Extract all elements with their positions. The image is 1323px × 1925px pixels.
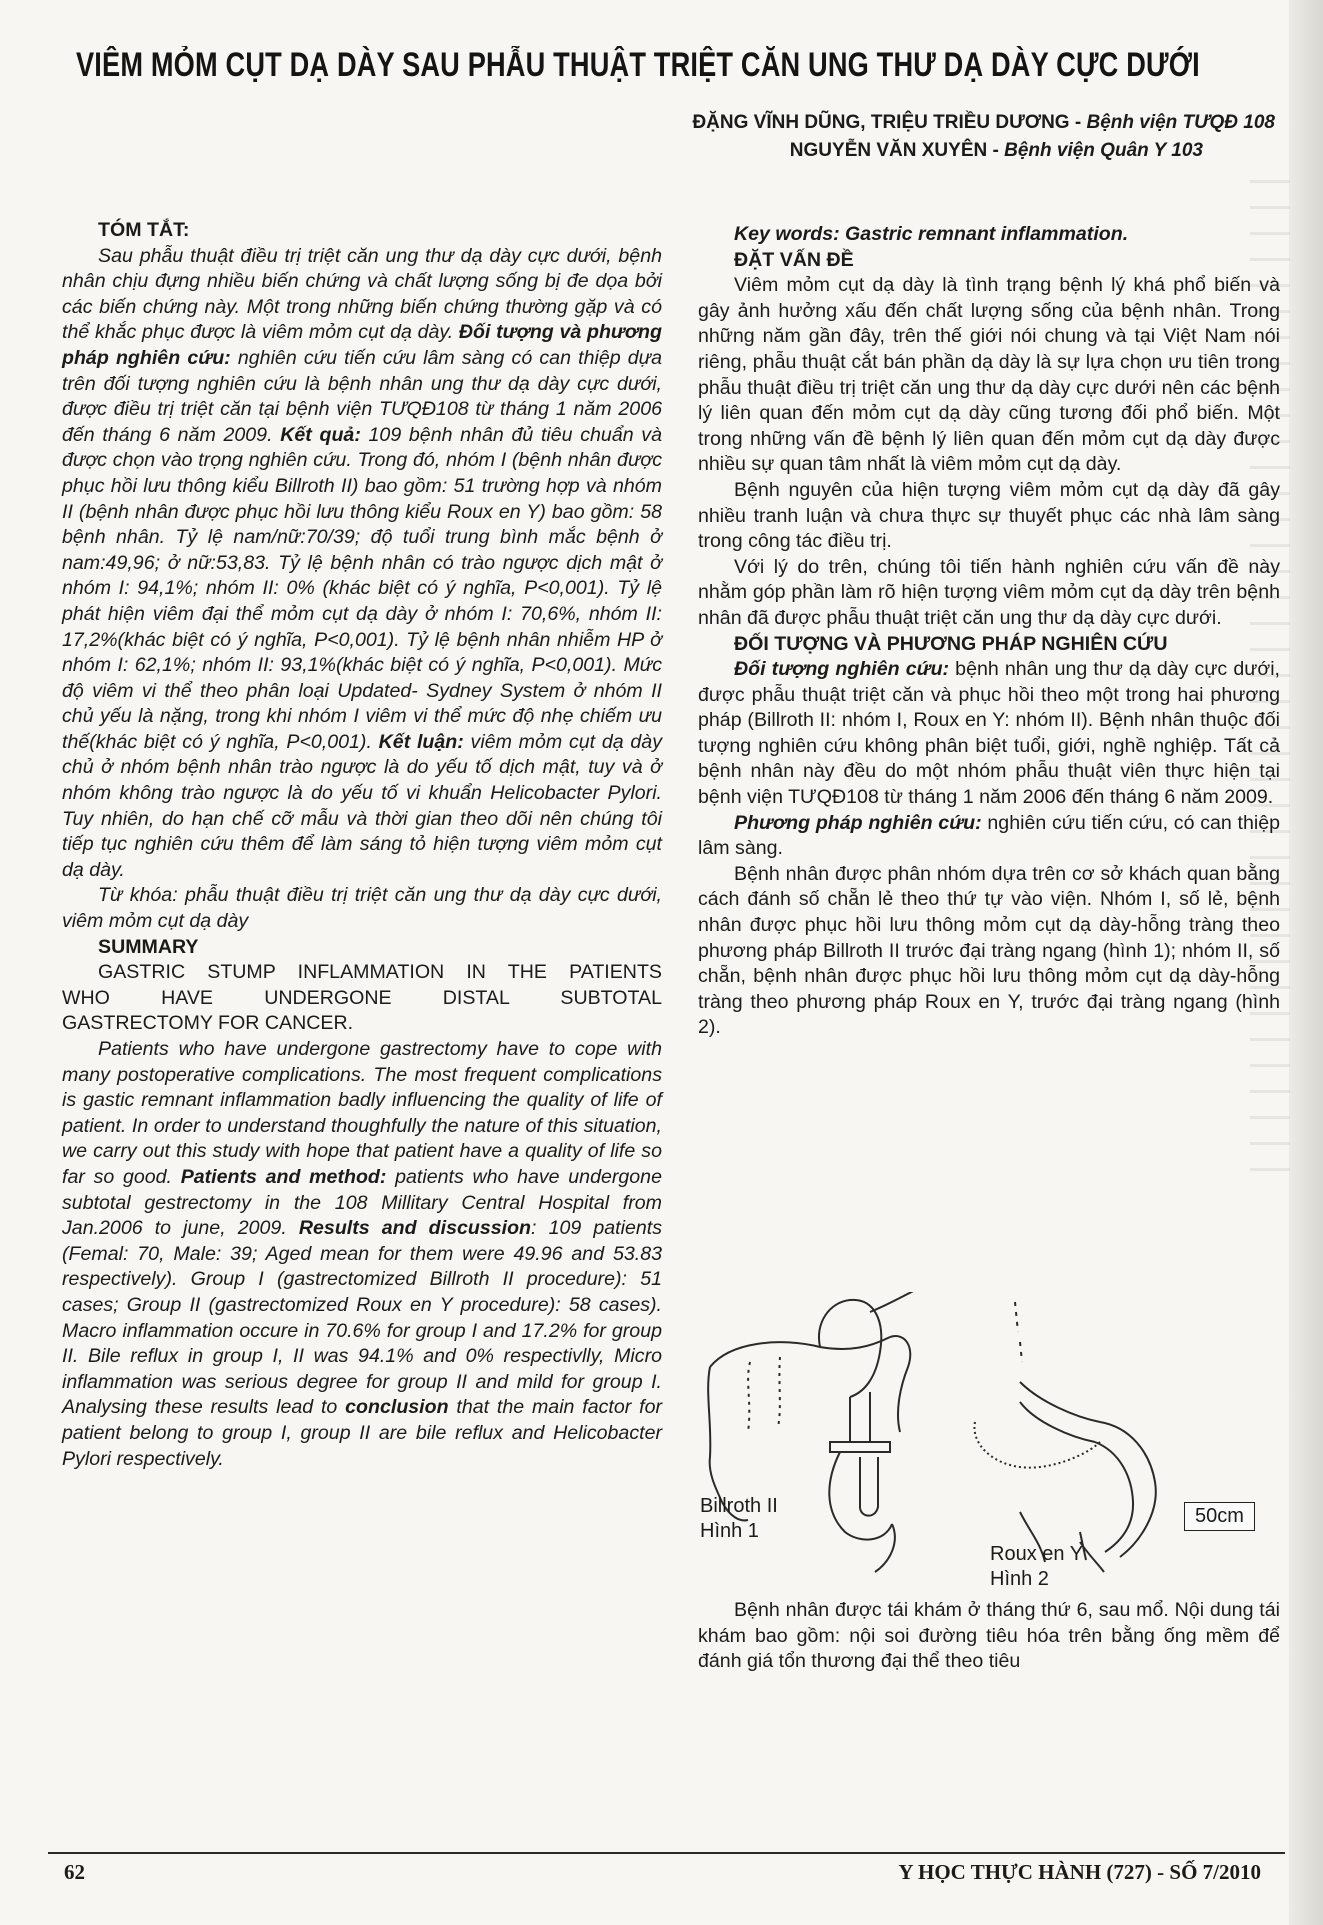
summary-body xyxy=(62,1037,662,1472)
summary-title-line-2: WHO HAVE UNDERGONE DISTAL SUBTOTAL xyxy=(62,986,662,1009)
summary-methods: patients who have undergone subtotal gestrectomy in the 108 Millitary Central Hospital from Jan.2006 to june, 2009. xyxy=(62,1165,662,1240)
author-affiliation-1: Bệnh viện TƯQĐ 108 xyxy=(1086,112,1275,133)
right-column-bottom xyxy=(698,1598,1280,1675)
methods-grouping: Bệnh nhân được phân nhóm dựa trên cơ sở khách quan bằng cách đánh số chẵn lẻ theo thứ tự vào viện. Nhóm I, số lẻ, bệnh nhân được phục hồi lưu thông mỏm cụt dạ dày-hỗng tràng theo phương pháp Billroth II trước đại tràng ngang (hình 1); nhóm II, số chẵn, bệnh nhân được phục hồi lưu thông mỏm cụt dạ dày-hỗng tràng theo phương pháp Roux en Y, trước đại tràng ngang (hình 2). xyxy=(698,862,1280,1039)
summary-conclusion: that the main factor for patient belong to group I, group II are bile reflux and Helicobacter Pylori respectively. xyxy=(62,1396,662,1470)
abstract-vi-conclusion-label: Kết luận: xyxy=(378,730,464,753)
abstract-vi-methods-label: Đối tượng và phương pháp nghiên cứu: xyxy=(62,321,662,369)
summary-title-line-3: GASTRECTOMY FOR CANCER. xyxy=(62,1012,354,1035)
abstract-vi-methods: nghiên cứu tiến cứu lâm sàng có can thiệp dựa trên đối tượng nghiên cứu là bệnh nhân ung thư dạ dày cực dưới, được điều trị triệt căn tại bệnh viện TƯQĐ108 từ tháng 1 năm 2006 đến tháng 6 năm 2009. xyxy=(62,346,662,446)
figures xyxy=(700,1292,1280,1592)
methods-heading: ĐỐI TƯỢNG VÀ PHƯƠNG PHÁP NGHIÊN CỨU xyxy=(734,632,1168,655)
intro-paragraph-1: Viêm mỏm cụt dạ dày là tình trạng bệnh lý khá phổ biến và gây ảnh hưởng xấu đến chất lượng sống của bệnh nhân. Trong những năm gần đây, trên thế giới nói chung và tại Việt Nam nói riêng, phẫu thuật cắt bán phần dạ dày là sự lựa chọn ưu tiên trong phẫu thuật điều trị triệt căn ung thư dạ dày cực dưới nên các bệnh lý liên quan đến mỏm cụt dạ dày cũng tương đối phổ biến. Một trong những vấn đề bệnh lý liên quan đến mỏm cụt dạ dày được nhiều sự quan tâm nhất là viêm mỏm cụt dạ dày. xyxy=(698,274,1280,476)
author-affiliation-2: Bệnh viện Quân Y 103 xyxy=(1004,140,1203,161)
left-column xyxy=(62,218,662,1472)
abstract-vi-results: 109 bệnh nhân đủ tiêu chuẩn và được chọn vào trọng nghiên cứu. Trong đó, nhóm I (bệnh nhân được phục hồi lưu thông kiểu Billroth II) bao gồm: 51 trường hợp và nhóm II (bệnh nhân được phục hồi lưu thông kiểu Roux en Y) bao gồm: 58 bệnh nhân. Tỷ lệ nam/nữ:70/39; độ tuổi trung bình mắc bệnh ở nam:49,96; ở nữ:53,83. Tỷ lệ bệnh nhân có trào ngược dịch mật ở nhóm I: 94,1%; nhóm II: 0% (khác biệt có ý nghĩa, P<0,001). Tỷ lệ phát hiện viêm đại thể mỏm cụt dạ dày ở nhóm I: 70,6%, nhóm II: 17,2%(khác biệt có ý nghĩa, P<0,001). Tỷ lệ bệnh nhân nhiễm HP ở nhóm I: 62,1%; nhóm II: 93,1%(khác biệt có ý nghĩa, P<0,001). Mức độ viêm vi thể theo phân loại Updated- Sydney System ở nhóm II chủ yếu là nặng, trong khi nhóm I viêm vi thể mức độ nhẹ chiếm ưu thế(khác biệt có ý nghĩa, P<0,001). xyxy=(62,423,662,753)
abstract-vi-intro: Sau phẫu thuật điều trị triệt căn ung thư dạ dày cực dưới, bệnh nhân chịu đựng nhiều biến chứng và chất lượng sống bị đe dọa bởi các biến chứng này. Một trong những biến chứng thường gặp và có thể khắc phục được là viêm mỏm cụt dạ dày. xyxy=(62,244,662,344)
summary-results-label: Results and discussion xyxy=(298,1217,532,1240)
summary-intro: Patients who have undergone gastrectomy have to cope with many postoperative complications. The most frequent complications is gastic remnant inflammation badly influencing the quality of life of patient. In order to understand thoughfully the nature of this situation, we carry out this study with hope that patient have a quality of life so far so good. xyxy=(62,1038,662,1188)
methods-follow-up: Bệnh nhân được tái khám ở tháng thứ 6, sau mổ. Nội dung tái khám bao gồm: nội soi đường tiêu hóa trên bằng ống mềm để đánh giá tổn thương đại thể theo tiêu xyxy=(698,1599,1280,1673)
intro-paragraph-2: Bệnh nguyên của hiện tượng viêm mỏm cụt dạ dày đã gây nhiều tranh luận và chưa thực sự thuyết phục các nhà lâm sàng trong công tác điều trị. xyxy=(698,478,1280,553)
summary-methods-label: Patients and method: xyxy=(180,1165,387,1188)
methods-subjects xyxy=(698,657,1280,811)
page-edge-shadow xyxy=(1289,0,1323,1925)
figure-1-caption: Hình 1 xyxy=(700,1520,759,1542)
methods-subjects-label: Đối tượng nghiên cứu: xyxy=(734,658,950,681)
methods-subjects-text: bệnh nhân ung thư dạ dày cực dưới, được phẫu thuật triệt căn và phục hồi theo một trong hai phương pháp (Billroth II: nhóm I, Roux en Y: nhóm II). Bệnh nhân thuộc đối tượng nghiên cứu không phân biệt tuổi, giới, nghề nghiệp. Tất cả bệnh nhân này đều do một nhóm phẫu thuật viên thực hiện tại bệnh viện TƯQĐ108 từ tháng 1 năm 2006 đến tháng 6 năm 2009. xyxy=(698,658,1280,809)
abstract-vi-conclusion: viêm mỏm cụt dạ dày chủ ở nhóm bệnh nhân trào ngược là do yếu tố dịch mật, tuy và ở nhóm không trào ngược là do yếu tố vi khuẩn Helicobacter Pylori. Tuy nhiên, do hạn chế cỡ mẫu và thời gian theo dõi nên chúng tôi tiếp tục nghiên cứu thêm để làm sáng tỏ hiện tượng viêm mỏm cụt dạ dày. xyxy=(62,730,662,881)
scale-box: 50cm xyxy=(1184,1502,1255,1531)
journal-name: Y HỌC THỰC HÀNH (727) - SỐ 7/2010 xyxy=(898,1860,1261,1884)
abstract-vi-results-label: Kết quả: xyxy=(280,423,361,446)
page-number: 62 xyxy=(64,1860,85,1884)
methods-design-text: nghiên cứu tiến cứu, có can thiệp lâm sàng. xyxy=(698,811,1280,860)
author-names-1: ĐẶNG VĨNH DŨNG, TRIỆU TRIỀU DƯƠNG - xyxy=(692,112,1087,133)
methods-design xyxy=(698,811,1280,862)
summary-heading: SUMMARY xyxy=(98,935,199,958)
right-column xyxy=(698,222,1280,1041)
abstract-vi-body xyxy=(62,244,662,884)
summary-keywords: Key words: Gastric remnant inflammation. xyxy=(734,223,1129,245)
figure-2-caption: Hình 2 xyxy=(990,1568,1049,1590)
roux-en-y-drawing xyxy=(974,1302,1155,1572)
author-line-2 xyxy=(790,140,1203,162)
author-line-1 xyxy=(692,112,1275,134)
footer-rule xyxy=(48,1852,1285,1854)
summary-results: : 109 patients (Femal: 70, Male: 39; Aged mean for them were 49.96 and 53.83 respectively). Group I (gastrectomized Billroth II procedure): 51 cases; Group II (gastrectomized Roux en Y procedure): 58 cases). Macro inflammation occure in 70.6% for group I and 17.2% for group II. Bile reflux in group I, II was 94.1% and 0% respectivlly, Micro inflammation was serious degree for group II and mild for group I. Analysing these results lead to xyxy=(62,1217,662,1419)
intro-paragraph-3: Với lý do trên, chúng tôi tiến hành nghiên cứu vấn đề này nhằm góp phần làm rõ hiện tượng viêm mỏm cụt dạ dày trên bệnh nhân đã được phẫu thuật triệt căn ung thư dạ dày cực dưới. xyxy=(698,555,1280,629)
paper-title: VIÊM MỎM CỤT DẠ DÀY SAU PHẪU THUẬT TRIỆT CĂN UNG THƯ DẠ DÀY CỰC DƯỚI xyxy=(76,46,1200,84)
figure-1-label: Billroth II xyxy=(700,1495,778,1517)
intro-heading: ĐẶT VẤN ĐỀ xyxy=(734,248,854,271)
author-names-2: NGUYỄN VĂN XUYÊN - xyxy=(789,140,1005,161)
methods-design-label: Phương pháp nghiên cứu: xyxy=(734,811,982,834)
figure-2-label: Roux en Y xyxy=(990,1543,1084,1565)
abstract-vi-heading: TÓM TẮT: xyxy=(98,219,190,241)
summary-title-line-1: GASTRIC STUMP INFLAMMATION IN THE PATIENTS xyxy=(98,961,662,984)
summary-conclusion-label: conclusion xyxy=(345,1396,449,1419)
abstract-vi-keywords: Từ khóa: phẫu thuật điều trị triệt căn ung thư dạ dày cực dưới, viêm mỏm cụt dạ dày xyxy=(62,884,662,933)
